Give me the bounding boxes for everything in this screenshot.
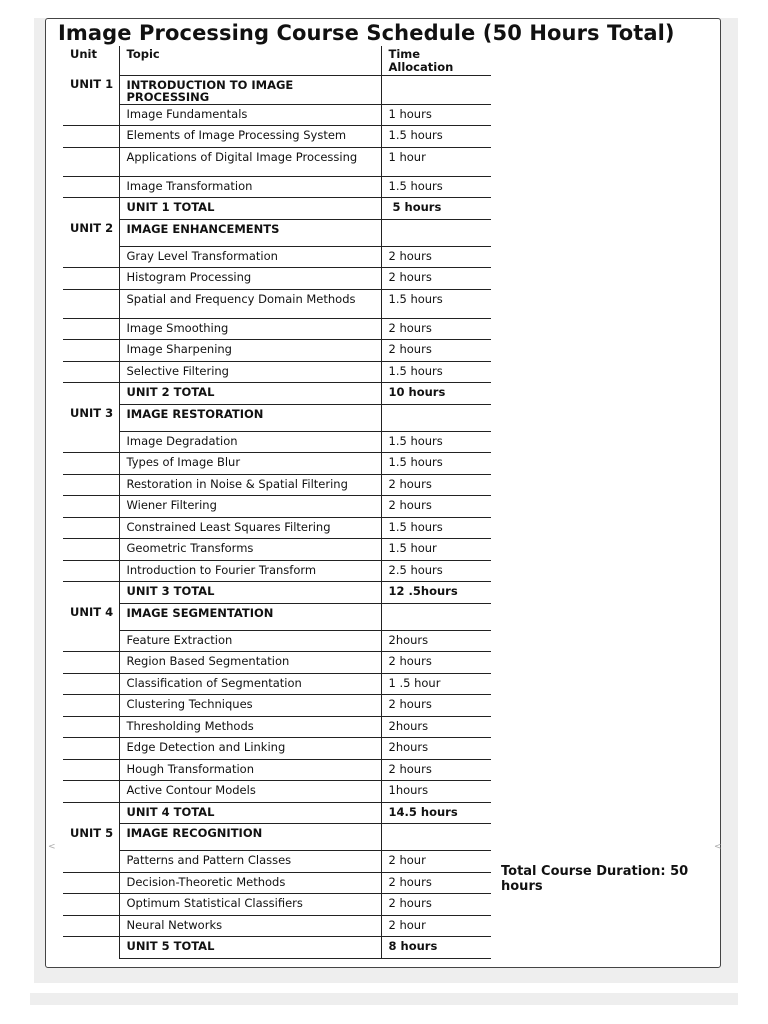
unit-total-time: 8 hours	[381, 937, 491, 959]
time-cell: 1.5 hours	[381, 361, 491, 383]
unit-cell-empty	[63, 268, 119, 290]
topic-cell: Image Fundamentals	[119, 104, 381, 126]
unit-total-time: 14.5 hours	[381, 802, 491, 824]
table-row	[63, 104, 491, 126]
topic-cell: Region Based Segmentation	[119, 652, 381, 674]
unit-cell-empty	[63, 289, 119, 318]
unit-number: UNIT 5	[63, 824, 119, 851]
unit-name: IMAGE ENHANCEMENTS	[119, 219, 381, 246]
unit-name: INTRODUCTION TO IMAGE PROCESSING	[119, 75, 381, 104]
unit-cell-empty	[63, 539, 119, 561]
time-cell: 2hours	[381, 716, 491, 738]
unit-cell-empty	[63, 851, 119, 873]
topic-cell: Thresholding Methods	[119, 716, 381, 738]
table-row	[63, 318, 491, 340]
unit-cell-empty	[63, 673, 119, 695]
table-row	[63, 872, 491, 894]
topic-cell: Wiener Filtering	[119, 496, 381, 518]
table-row	[63, 716, 491, 738]
unit-cell-empty	[63, 517, 119, 539]
schedule-table	[63, 46, 491, 959]
table-row	[63, 268, 491, 290]
table-row	[63, 539, 491, 561]
unit-name: IMAGE RESTORATION	[119, 404, 381, 431]
unit-row	[63, 824, 491, 851]
unit-time-empty	[381, 824, 491, 851]
time-cell: 2hours	[381, 738, 491, 760]
unit-time-empty	[381, 219, 491, 246]
table-row	[63, 474, 491, 496]
unit-cell-empty	[63, 894, 119, 916]
unit-total-row	[63, 198, 491, 220]
topic-cell: Patterns and Pattern Classes	[119, 851, 381, 873]
time-cell: 1 .5 hour	[381, 673, 491, 695]
table-row	[63, 560, 491, 582]
unit-cell-empty	[63, 759, 119, 781]
scroll-edge-left: <	[48, 842, 56, 852]
topic-cell: Clustering Techniques	[119, 695, 381, 717]
total-duration-note: Total Course Duration: 50 hours	[501, 864, 689, 894]
unit-time-empty	[381, 603, 491, 630]
time-cell: 2 hours	[381, 340, 491, 362]
topic-cell: Applications of Digital Image Processing	[119, 147, 381, 176]
unit-cell-empty	[63, 198, 119, 220]
time-cell: 1.5 hours	[381, 176, 491, 198]
time-cell: 2 hours	[381, 318, 491, 340]
time-cell: 1.5 hours	[381, 431, 491, 453]
header-topic: Topic	[119, 46, 381, 75]
unit-total-label: UNIT 3 TOTAL	[119, 582, 381, 604]
header-time: Time Allocation	[381, 46, 491, 75]
next-page-strip	[30, 993, 738, 1005]
topic-cell: Histogram Processing	[119, 268, 381, 290]
table-row	[63, 361, 491, 383]
unit-cell-empty	[63, 340, 119, 362]
unit-total-time: 5 hours	[381, 198, 491, 220]
unit-cell-empty	[63, 176, 119, 198]
unit-cell-empty	[63, 361, 119, 383]
topic-cell: Geometric Transforms	[119, 539, 381, 561]
unit-total-row	[63, 802, 491, 824]
topic-cell: Edge Detection and Linking	[119, 738, 381, 760]
time-cell: 2 hours	[381, 652, 491, 674]
unit-cell-empty	[63, 383, 119, 405]
table-row	[63, 246, 491, 268]
unit-total-row	[63, 937, 491, 959]
table-row	[63, 894, 491, 916]
unit-cell-empty	[63, 496, 119, 518]
time-cell: 2hours	[381, 630, 491, 652]
unit-cell-empty	[63, 915, 119, 937]
topic-cell: Types of Image Blur	[119, 453, 381, 475]
table-row	[63, 147, 491, 176]
time-cell: 1hours	[381, 781, 491, 803]
topic-cell: Hough Transformation	[119, 759, 381, 781]
topic-cell: Selective Filtering	[119, 361, 381, 383]
table-row	[63, 289, 491, 318]
unit-total-label: UNIT 4 TOTAL	[119, 802, 381, 824]
topic-cell: Spatial and Frequency Domain Methods	[119, 289, 381, 318]
unit-total-label: UNIT 2 TOTAL	[119, 383, 381, 405]
time-cell: 2 hours	[381, 246, 491, 268]
table-row	[63, 781, 491, 803]
time-cell: 1.5 hour	[381, 539, 491, 561]
unit-total-label: UNIT 5 TOTAL	[119, 937, 381, 959]
unit-total-label: UNIT 1 TOTAL	[119, 198, 381, 220]
time-cell: 1.5 hours	[381, 517, 491, 539]
unit-number: UNIT 4	[63, 603, 119, 630]
time-cell: 2 hours	[381, 894, 491, 916]
unit-cell-empty	[63, 937, 119, 959]
topic-cell: Active Contour Models	[119, 781, 381, 803]
unit-total-row	[63, 383, 491, 405]
table-row	[63, 915, 491, 937]
unit-cell-empty	[63, 560, 119, 582]
unit-cell-empty	[63, 738, 119, 760]
table-row	[63, 673, 491, 695]
topic-cell: Restoration in Noise & Spatial Filtering	[119, 474, 381, 496]
time-cell: 2 hours	[381, 496, 491, 518]
time-cell: 1.5 hours	[381, 453, 491, 475]
table-header-row	[63, 46, 491, 75]
scroll-edge-right: <	[714, 842, 722, 852]
table-row	[63, 340, 491, 362]
topic-cell: Image Sharpening	[119, 340, 381, 362]
table-row	[63, 126, 491, 148]
table-row	[63, 652, 491, 674]
time-cell: 1 hours	[381, 104, 491, 126]
table-row	[63, 759, 491, 781]
unit-cell-empty	[63, 781, 119, 803]
unit-cell-empty	[63, 652, 119, 674]
header-unit: Unit	[63, 46, 119, 75]
unit-row	[63, 603, 491, 630]
time-cell: 2.5 hours	[381, 560, 491, 582]
unit-cell-empty	[63, 126, 119, 148]
topic-cell: Gray Level Transformation	[119, 246, 381, 268]
topic-cell: Classification of Segmentation	[119, 673, 381, 695]
unit-cell-empty	[63, 104, 119, 126]
unit-total-row	[63, 582, 491, 604]
topic-cell: Image Smoothing	[119, 318, 381, 340]
time-cell: 2 hours	[381, 268, 491, 290]
unit-cell-empty	[63, 246, 119, 268]
time-cell: 1.5 hours	[381, 126, 491, 148]
topic-cell: Constrained Least Squares Filtering	[119, 517, 381, 539]
unit-name: IMAGE RECOGNITION	[119, 824, 381, 851]
unit-cell-empty	[63, 147, 119, 176]
time-cell: 2 hours	[381, 474, 491, 496]
unit-row	[63, 404, 491, 431]
unit-cell-empty	[63, 872, 119, 894]
table-row	[63, 517, 491, 539]
time-cell: 1.5 hours	[381, 289, 491, 318]
unit-total-time: 10 hours	[381, 383, 491, 405]
unit-row	[63, 219, 491, 246]
unit-name: IMAGE SEGMENTATION	[119, 603, 381, 630]
table-row	[63, 695, 491, 717]
table-row	[63, 738, 491, 760]
schedule-card	[45, 18, 721, 968]
unit-number: UNIT 2	[63, 219, 119, 246]
time-cell: 2 hours	[381, 759, 491, 781]
unit-cell-empty	[63, 431, 119, 453]
unit-time-empty	[381, 75, 491, 104]
topic-cell: Feature Extraction	[119, 630, 381, 652]
time-cell: 1 hour	[381, 147, 491, 176]
table-row	[63, 453, 491, 475]
unit-time-empty	[381, 404, 491, 431]
time-cell: 2 hours	[381, 872, 491, 894]
topic-cell: Image Degradation	[119, 431, 381, 453]
topic-cell: Optimum Statistical Classifiers	[119, 894, 381, 916]
table-row	[63, 851, 491, 873]
unit-cell-empty	[63, 716, 119, 738]
unit-cell-empty	[63, 630, 119, 652]
unit-total-time: 12 .5hours	[381, 582, 491, 604]
topic-cell: Image Transformation	[119, 176, 381, 198]
unit-cell-empty	[63, 695, 119, 717]
unit-cell-empty	[63, 318, 119, 340]
topic-cell: Introduction to Fourier Transform	[119, 560, 381, 582]
unit-cell-empty	[63, 802, 119, 824]
schedule-body	[63, 75, 491, 958]
time-cell: 2 hour	[381, 851, 491, 873]
page-title: Image Processing Course Schedule (50 Hours Total)	[58, 21, 675, 45]
unit-row	[63, 75, 491, 104]
unit-number: UNIT 1	[63, 75, 119, 104]
topic-cell: Elements of Image Processing System	[119, 126, 381, 148]
table-row	[63, 431, 491, 453]
time-cell: 2 hours	[381, 695, 491, 717]
unit-cell-empty	[63, 453, 119, 475]
table-row	[63, 496, 491, 518]
unit-cell-empty	[63, 582, 119, 604]
topic-cell: Decision-Theoretic Methods	[119, 872, 381, 894]
topic-cell: Neural Networks	[119, 915, 381, 937]
unit-number: UNIT 3	[63, 404, 119, 431]
table-row	[63, 630, 491, 652]
unit-cell-empty	[63, 474, 119, 496]
table-row	[63, 176, 491, 198]
time-cell: 2 hour	[381, 915, 491, 937]
